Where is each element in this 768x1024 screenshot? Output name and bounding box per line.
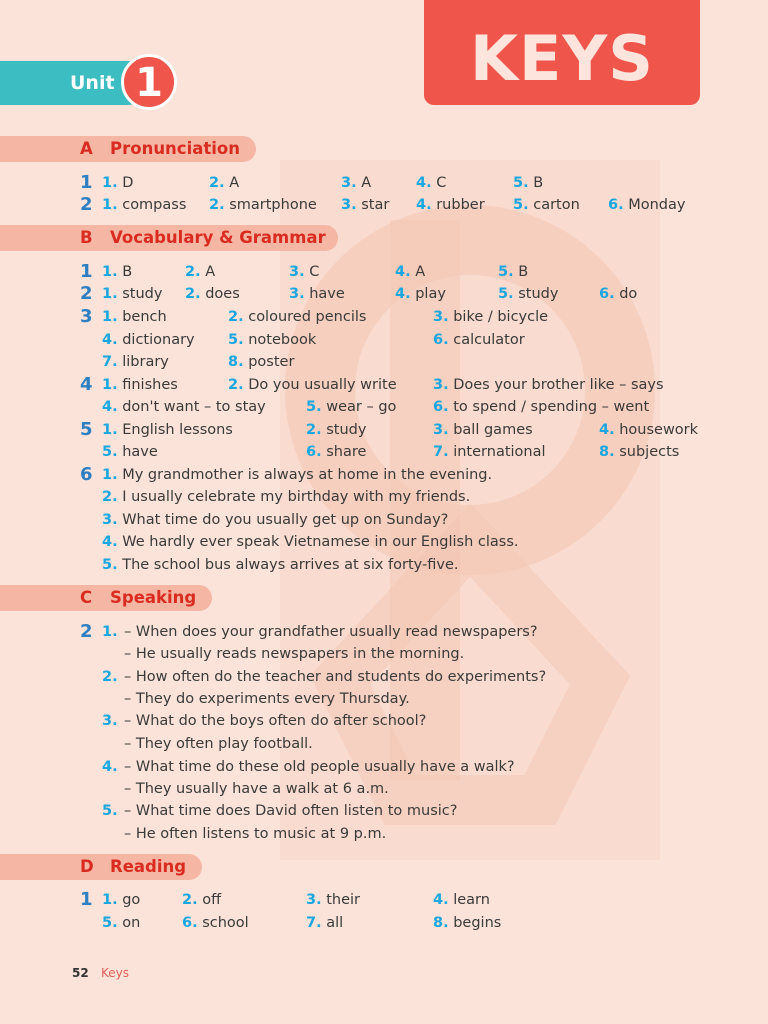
exercise-number: 1	[80, 172, 93, 193]
dialogue-number: 2.	[102, 669, 118, 685]
section-a-letter: A	[80, 139, 93, 158]
unit-label: Unit	[70, 72, 115, 94]
answer-item: 4. play	[395, 286, 446, 302]
answer-item: 1. finishes	[102, 377, 178, 393]
dialogue-answer: – They do experiments every Thursday.	[124, 691, 410, 707]
exercise-number: 2	[80, 283, 93, 304]
section-d-title: Reading	[110, 857, 187, 876]
section-b-letter: B	[80, 228, 93, 247]
unit-number-badge: 1	[121, 54, 177, 110]
answer-item: 5. have	[102, 444, 158, 460]
answer-item: 2. Do you usually write	[228, 377, 397, 393]
dialogue-question: – What time does David often listen to music?	[124, 803, 458, 819]
answer-item: 3. bike / bicycle	[433, 309, 549, 325]
exercise-number: 5	[80, 419, 93, 440]
answer-item: 4. A	[395, 264, 426, 280]
answer-item: 3. their	[306, 892, 361, 908]
answer-item: 6. school	[182, 915, 249, 931]
answer-item: 8. subjects	[599, 444, 680, 460]
exercise-number: 1	[80, 261, 93, 282]
answer-item: 3. star	[341, 197, 390, 213]
answer-item: 3. have	[289, 286, 345, 302]
exercise-number: 2	[80, 621, 93, 642]
answer-item: 3. ball games	[433, 422, 533, 438]
answer-item: 1. compass	[102, 197, 187, 213]
dialogue-question: 1.	[102, 624, 118, 640]
answer-item: 1. study	[102, 286, 163, 302]
answer-item: 8. poster	[228, 354, 295, 370]
dialogue-question: – How often do the teacher and students do experiments?	[124, 669, 547, 685]
answer-item: 2. coloured pencils	[228, 309, 367, 325]
page-number: 52	[72, 966, 89, 980]
sentence-item: 1. My grandmother is always at home in the evening.	[102, 467, 493, 483]
sentence-item: 5. The school bus always arrives at six forty-five.	[102, 557, 459, 573]
exercise-number: 4	[80, 374, 93, 395]
answer-item: 1. B	[102, 264, 133, 280]
answer-item: 2. smartphone	[209, 197, 317, 213]
answer-item: 6. share	[306, 444, 367, 460]
answer-item: 1. D	[102, 175, 134, 191]
answer-item: 3. C	[289, 264, 320, 280]
exercise-number: 6	[80, 464, 93, 485]
answer-item: 7. library	[102, 354, 169, 370]
answer-item: 4. learn	[433, 892, 490, 908]
section-c-title: Speaking	[110, 588, 197, 607]
dialogue-number: 5.	[102, 803, 118, 819]
keys-title-banner: KEYS	[424, 0, 700, 105]
exercise-number: 2	[80, 194, 93, 215]
answer-item: 6. to spend / spending – went	[433, 399, 650, 415]
sentence-item: 4. We hardly ever speak Vietnamese in our English class.	[102, 534, 519, 550]
sentence-item: 3. What time do you usually get up on Sunday?	[102, 512, 449, 528]
exercise-number: 1	[80, 889, 93, 910]
section-d-letter: D	[80, 857, 94, 876]
section-a-title: Pronunciation	[110, 139, 241, 158]
section-b-title: Vocabulary & Grammar	[110, 228, 326, 247]
answer-item: 5. carton	[513, 197, 580, 213]
answer-item: 6. calculator	[433, 332, 525, 348]
answer-item: 5. B	[498, 264, 529, 280]
dialogue-answer: – He usually reads newspapers in the morning.	[124, 646, 465, 662]
answer-item: 7. all	[306, 915, 344, 931]
answer-item: 3. A	[341, 175, 372, 191]
answer-item: 2. A	[209, 175, 240, 191]
dialogue-question: – What time do these old people usually have a walk?	[124, 759, 515, 775]
answer-item: 4. dictionary	[102, 332, 195, 348]
answer-item: 2. does	[185, 286, 240, 302]
answer-item: 4. rubber	[416, 197, 485, 213]
footer-label: Keys	[101, 966, 130, 980]
answer-item: 3. Does your brother like – says	[433, 377, 664, 393]
answer-item: 8. begins	[433, 915, 502, 931]
dialogue-number: 4.	[102, 759, 118, 775]
answer-item: 7. international	[433, 444, 546, 460]
answer-item: 1. go	[102, 892, 141, 908]
answer-item: 6. do	[599, 286, 638, 302]
answer-item: 2. study	[306, 422, 367, 438]
answer-item: 5. on	[102, 915, 141, 931]
answer-item: 5. notebook	[228, 332, 317, 348]
dialogue-question: – What do the boys often do after school?	[124, 713, 427, 729]
answer-item: 1. English lessons	[102, 422, 233, 438]
answer-item: 5. B	[513, 175, 544, 191]
answer-item: 5. wear – go	[306, 399, 397, 415]
answer-item: 2. A	[185, 264, 216, 280]
answer-item: 5. study	[498, 286, 559, 302]
answer-item: 2. off	[182, 892, 222, 908]
answer-item: 4. C	[416, 175, 447, 191]
exercise-number: 3	[80, 306, 93, 327]
answer-item: 4. housework	[599, 422, 699, 438]
dialogue-question: – When does your grandfather usually read newspapers?	[124, 624, 538, 640]
section-c-letter: C	[80, 588, 93, 607]
answer-item: 6. Monday	[608, 197, 686, 213]
dialogue-answer: – He often listens to music at 9 p.m.	[124, 826, 387, 842]
dialogue-number: 3.	[102, 713, 118, 729]
answer-item: 4. don't want – to stay	[102, 399, 266, 415]
dialogue-answer: – They usually have a walk at 6 a.m.	[124, 781, 389, 797]
answer-item: 1. bench	[102, 309, 167, 325]
dialogue-answer: – They often play football.	[124, 736, 313, 752]
sentence-item: 2. I usually celebrate my birthday with my friends.	[102, 489, 471, 505]
